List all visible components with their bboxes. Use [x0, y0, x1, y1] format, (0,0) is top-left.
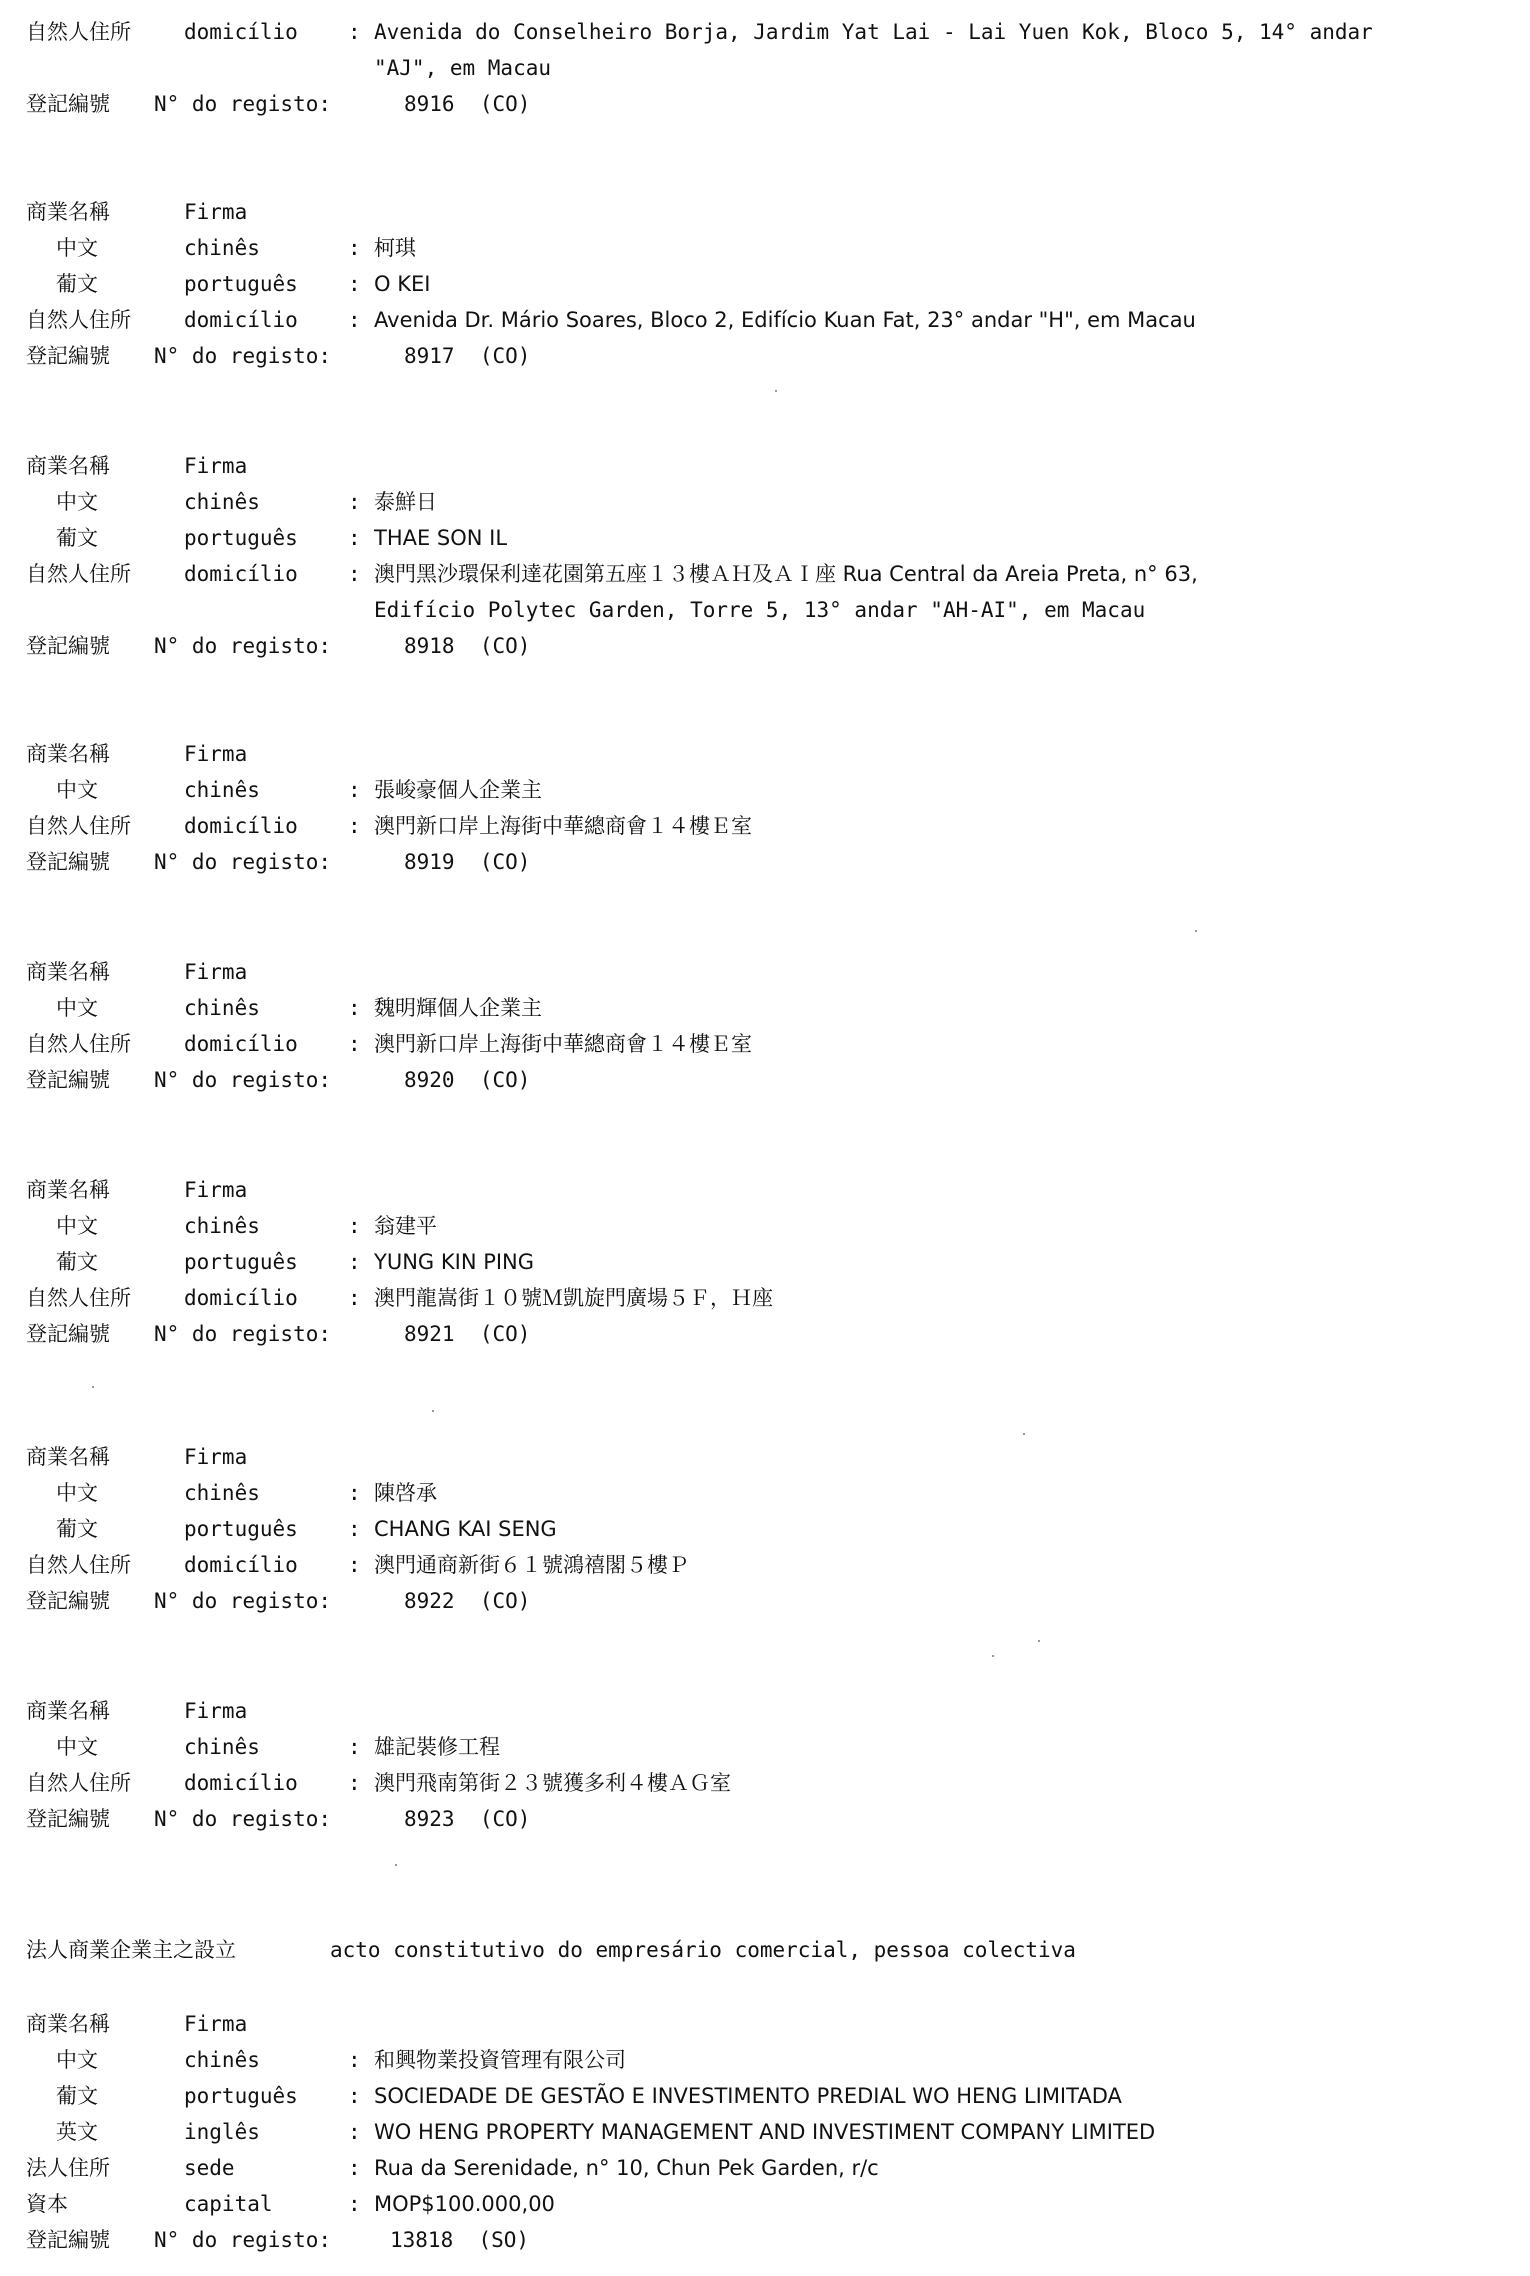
reg-label-zh: 登記編號 — [26, 92, 110, 116]
entry-3-chinese-label-zh: 中文 — [56, 778, 98, 802]
entry-6-chinese-label-pt: chinês — [184, 1481, 260, 1505]
entry-5-portuguese-label-pt: português — [184, 1250, 298, 1274]
entry-3-chinese-label-pt: chinês — [184, 778, 260, 802]
domicile-value-line2: "AJ", em Macau — [374, 56, 552, 80]
company-seat-label-pt: sede — [184, 2156, 235, 2180]
entry-5-firm-label-zh: 商業名稱 — [26, 1178, 110, 1202]
entry-3-domicile-value: 澳門新口岸上海街中華總商會１４樓Ｅ室 — [374, 814, 752, 838]
scan-speck — [92, 1386, 94, 1388]
entry-1-domicile-label-pt: domicílio — [184, 308, 298, 332]
entry-5-reg-label-pt: N° do registo: — [154, 1322, 332, 1346]
company-english-colon: : — [348, 2120, 361, 2144]
company-reg-label-pt: N° do registo: — [154, 2228, 332, 2252]
company-chinese-value: 和興物業投資管理有限公司 — [374, 2048, 626, 2072]
company-capital-label-pt: capital — [184, 2192, 273, 2216]
entry-7-chinese-label-pt: chinês — [184, 1735, 260, 1759]
entry-2-portuguese-label-zh: 葡文 — [56, 526, 98, 550]
entry-2-chinese-value: 泰鮮日 — [374, 490, 437, 514]
scan-speck — [1023, 1433, 1025, 1435]
entry-5-firm-label-pt: Firma — [184, 1178, 248, 1202]
entry-3-chinese-colon: : — [348, 778, 361, 802]
company-english-value: WO HENG PROPERTY MANAGEMENT AND INVESTIMENT COMPANY LIMITED — [374, 2120, 1156, 2144]
company-firm-label-zh: 商業名稱 — [26, 2012, 110, 2036]
entry-1-portuguese-label-pt: português — [184, 272, 298, 296]
company-seat-colon: : — [348, 2156, 361, 2180]
entry-7-domicile-label-pt: domicílio — [184, 1771, 298, 1795]
entry-5-domicile-label-zh: 自然人住所 — [26, 1286, 131, 1310]
company-portuguese-value: SOCIEDADE DE GESTÃO E INVESTIMENTO PREDIAL WO HENG LIMITADA — [374, 2084, 1122, 2108]
entry-6-portuguese-colon: : — [348, 1517, 361, 1541]
entry-3-reg-label-zh: 登記編號 — [26, 850, 110, 874]
entry-6-domicile-colon: : — [348, 1553, 361, 1577]
entry-2-firm-label-pt: Firma — [184, 454, 248, 478]
entry-7-firm-label-pt: Firma — [184, 1699, 248, 1723]
scan-speck — [432, 1410, 434, 1412]
entry-4-domicile-colon: : — [348, 1032, 361, 1056]
entry-5-domicile-colon: : — [348, 1286, 361, 1310]
company-portuguese-colon: : — [348, 2084, 361, 2108]
entry-2-chinese-label-pt: chinês — [184, 490, 260, 514]
scan-speck — [1038, 1640, 1040, 1642]
company-chinese-colon: : — [348, 2048, 361, 2072]
entry-7-firm-label-zh: 商業名稱 — [26, 1699, 110, 1723]
company-capital-colon: : — [348, 2192, 361, 2216]
entry-7-chinese-value: 雄記裝修工程 — [374, 1735, 500, 1759]
entry-2-domicile-colon: : — [348, 562, 361, 586]
entry-4-firm-label-pt: Firma — [184, 960, 248, 984]
entry-4-chinese-value: 魏明輝個人企業主 — [374, 996, 542, 1020]
entry-4-domicile-label-pt: domicílio — [184, 1032, 298, 1056]
company-capital-label-zh: 資本 — [26, 2192, 68, 2216]
entry-6-chinese-colon: : — [348, 1481, 361, 1505]
domicile-colon: : — [348, 20, 361, 44]
entry-1-firm-label-zh: 商業名稱 — [26, 200, 110, 224]
entry-2-reg-number: 8918 (CO) — [404, 634, 531, 658]
entry-1-portuguese-value: O KEI — [374, 272, 431, 296]
entry-6-portuguese-value: CHANG KAI SENG — [374, 1517, 557, 1541]
entry-7-chinese-colon: : — [348, 1735, 361, 1759]
entry-3-domicile-label-pt: domicílio — [184, 814, 298, 838]
entry-1-domicile-colon: : — [348, 308, 361, 332]
entry-1-reg-number: 8917 (CO) — [404, 344, 531, 368]
entry-1-firm-label-pt: Firma — [184, 200, 248, 224]
entry-2-firm-label-zh: 商業名稱 — [26, 454, 110, 478]
entry-4-domicile-label-zh: 自然人住所 — [26, 1032, 131, 1056]
entry-2-chinese-label-zh: 中文 — [56, 490, 98, 514]
entry-1-domicile-value: Avenida Dr. Mário Soares, Bloco 2, Edifício Kuan Fat, 23° andar "H", em Macau — [374, 308, 1196, 332]
section-heading-pt: acto constitutivo do empresário comercial, pessoa colectiva — [330, 1938, 1076, 1962]
entry-4-reg-label-pt: N° do registo: — [154, 1068, 332, 1092]
entry-4-domicile-value: 澳門新口岸上海街中華總商會１４樓Ｅ室 — [374, 1032, 752, 1056]
company-capital-value: MOP$100.000,00 — [374, 2192, 555, 2216]
entry-1-chinese-label-zh: 中文 — [56, 236, 98, 260]
reg-label-pt: N° do registo: — [154, 92, 332, 116]
entry-7-domicile-colon: : — [348, 1771, 361, 1795]
entry-3-firm-label-pt: Firma — [184, 742, 248, 766]
entry-5-domicile-label-pt: domicílio — [184, 1286, 298, 1310]
entry-3-reg-number: 8919 (CO) — [404, 850, 531, 874]
entry-7-domicile-value: 澳門飛南第街２３號獲多利４樓ＡＧ室 — [374, 1771, 731, 1795]
entry-5-portuguese-label-zh: 葡文 — [56, 1250, 98, 1274]
entry-2-domicile-label-pt: domicílio — [184, 562, 298, 586]
company-chinese-label-zh: 中文 — [56, 2048, 98, 2072]
entry-6-chinese-label-zh: 中文 — [56, 1481, 98, 1505]
entry-2-domicile-value: 澳門黑沙環保利達花園第五座１３樓ＡＨ及ＡＩ座 Rua Central da Areia Preta, n° 63, — [374, 562, 1198, 586]
entry-6-domicile-value: 澳門通商新街６１號鴻禧閣５樓Ｐ — [374, 1553, 689, 1577]
entry-2-portuguese-colon: : — [348, 526, 361, 550]
entry-6-firm-label-zh: 商業名稱 — [26, 1445, 110, 1469]
domicile-label-pt: domicílio — [184, 20, 298, 44]
entry-4-chinese-label-zh: 中文 — [56, 996, 98, 1020]
domicile-value-line1: Avenida do Conselheiro Borja, Jardim Yat Lai - Lai Yuen Kok, Bloco 5, 14° andar — [374, 20, 1373, 44]
entry-1-portuguese-label-zh: 葡文 — [56, 272, 98, 296]
company-chinese-label-pt: chinês — [184, 2048, 260, 2072]
entry-5-domicile-value: 澳門龍嵩街１０號Ｍ凱旋門廣場５Ｆ，Ｈ座 — [374, 1286, 773, 1310]
scan-speck — [775, 390, 777, 392]
entry-2-portuguese-value: THAE SON IL — [374, 526, 508, 550]
company-english-label-zh: 英文 — [56, 2120, 98, 2144]
scan-speck — [992, 1655, 994, 1657]
entry-6-reg-label-pt: N° do registo: — [154, 1589, 332, 1613]
entry-1-reg-label-zh: 登記編號 — [26, 344, 110, 368]
company-firm-label-pt: Firma — [184, 2012, 248, 2036]
entry-3-reg-label-pt: N° do registo: — [154, 850, 332, 874]
entry-1-chinese-value: 柯琪 — [374, 236, 416, 260]
company-reg-label-zh: 登記編號 — [26, 2228, 110, 2252]
entry-4-reg-label-zh: 登記編號 — [26, 1068, 110, 1092]
entry-2-portuguese-label-pt: português — [184, 526, 298, 550]
company-seat-label-zh: 法人住所 — [26, 2156, 110, 2180]
entry-2-domicile-value-line2: Edifício Polytec Garden, Torre 5, 13° andar "AH-AI", em Macau — [374, 598, 1146, 622]
scan-speck — [1195, 930, 1197, 932]
entry-1-chinese-colon: : — [348, 236, 361, 260]
entry-6-portuguese-label-zh: 葡文 — [56, 1517, 98, 1541]
entry-2-reg-label-zh: 登記編號 — [26, 634, 110, 658]
domicile-label-zh: 自然人住所 — [26, 20, 131, 44]
entry-6-chinese-value: 陳啓承 — [374, 1481, 437, 1505]
entry-6-portuguese-label-pt: português — [184, 1517, 298, 1541]
entry-3-firm-label-zh: 商業名稱 — [26, 742, 110, 766]
entry-6-reg-number: 8922 (CO) — [404, 1589, 531, 1613]
company-portuguese-label-zh: 葡文 — [56, 2084, 98, 2108]
entry-7-reg-number: 8923 (CO) — [404, 1807, 531, 1831]
entry-2-domicile-label-zh: 自然人住所 — [26, 562, 131, 586]
company-portuguese-label-pt: português — [184, 2084, 298, 2108]
entry-7-chinese-label-zh: 中文 — [56, 1735, 98, 1759]
entry-4-reg-number: 8920 (CO) — [404, 1068, 531, 1092]
entry-7-reg-label-pt: N° do registo: — [154, 1807, 332, 1831]
entry-3-domicile-label-zh: 自然人住所 — [26, 814, 131, 838]
entry-5-chinese-label-zh: 中文 — [56, 1214, 98, 1238]
entry-1-chinese-label-pt: chinês — [184, 236, 260, 260]
entry-5-chinese-colon: : — [348, 1214, 361, 1238]
entry-5-chinese-value: 翁建平 — [374, 1214, 437, 1238]
entry-1-reg-label-pt: N° do registo: — [154, 344, 332, 368]
entry-6-domicile-label-pt: domicílio — [184, 1553, 298, 1577]
entry-4-chinese-label-pt: chinês — [184, 996, 260, 1020]
reg-number: 8916 (CO) — [404, 92, 531, 116]
entry-3-domicile-colon: : — [348, 814, 361, 838]
entry-5-portuguese-colon: : — [348, 1250, 361, 1274]
section-heading-zh: 法人商業企業主之設立 — [26, 1938, 236, 1962]
entry-5-reg-number: 8921 (CO) — [404, 1322, 531, 1346]
entry-1-portuguese-colon: : — [348, 272, 361, 296]
entry-2-chinese-colon: : — [348, 490, 361, 514]
entry-1-domicile-label-zh: 自然人住所 — [26, 308, 131, 332]
entry-5-chinese-label-pt: chinês — [184, 1214, 260, 1238]
entry-6-domicile-label-zh: 自然人住所 — [26, 1553, 131, 1577]
company-seat-value: Rua da Serenidade, n° 10, Chun Pek Garden, r/c — [374, 2156, 879, 2180]
entry-5-reg-label-zh: 登記編號 — [26, 1322, 110, 1346]
scan-speck — [395, 1864, 397, 1866]
entry-7-domicile-label-zh: 自然人住所 — [26, 1771, 131, 1795]
entry-6-reg-label-zh: 登記編號 — [26, 1589, 110, 1613]
entry-5-portuguese-value: YUNG KIN PING — [374, 1250, 535, 1274]
entry-4-chinese-colon: : — [348, 996, 361, 1020]
company-english-label-pt: inglês — [184, 2120, 260, 2144]
entry-4-firm-label-zh: 商業名稱 — [26, 960, 110, 984]
entry-3-chinese-value: 張峻豪個人企業主 — [374, 778, 542, 802]
company-reg-number: 13818 (SO) — [390, 2228, 530, 2252]
entry-2-reg-label-pt: N° do registo: — [154, 634, 332, 658]
entry-7-reg-label-zh: 登記編號 — [26, 1807, 110, 1831]
entry-6-firm-label-pt: Firma — [184, 1445, 248, 1469]
